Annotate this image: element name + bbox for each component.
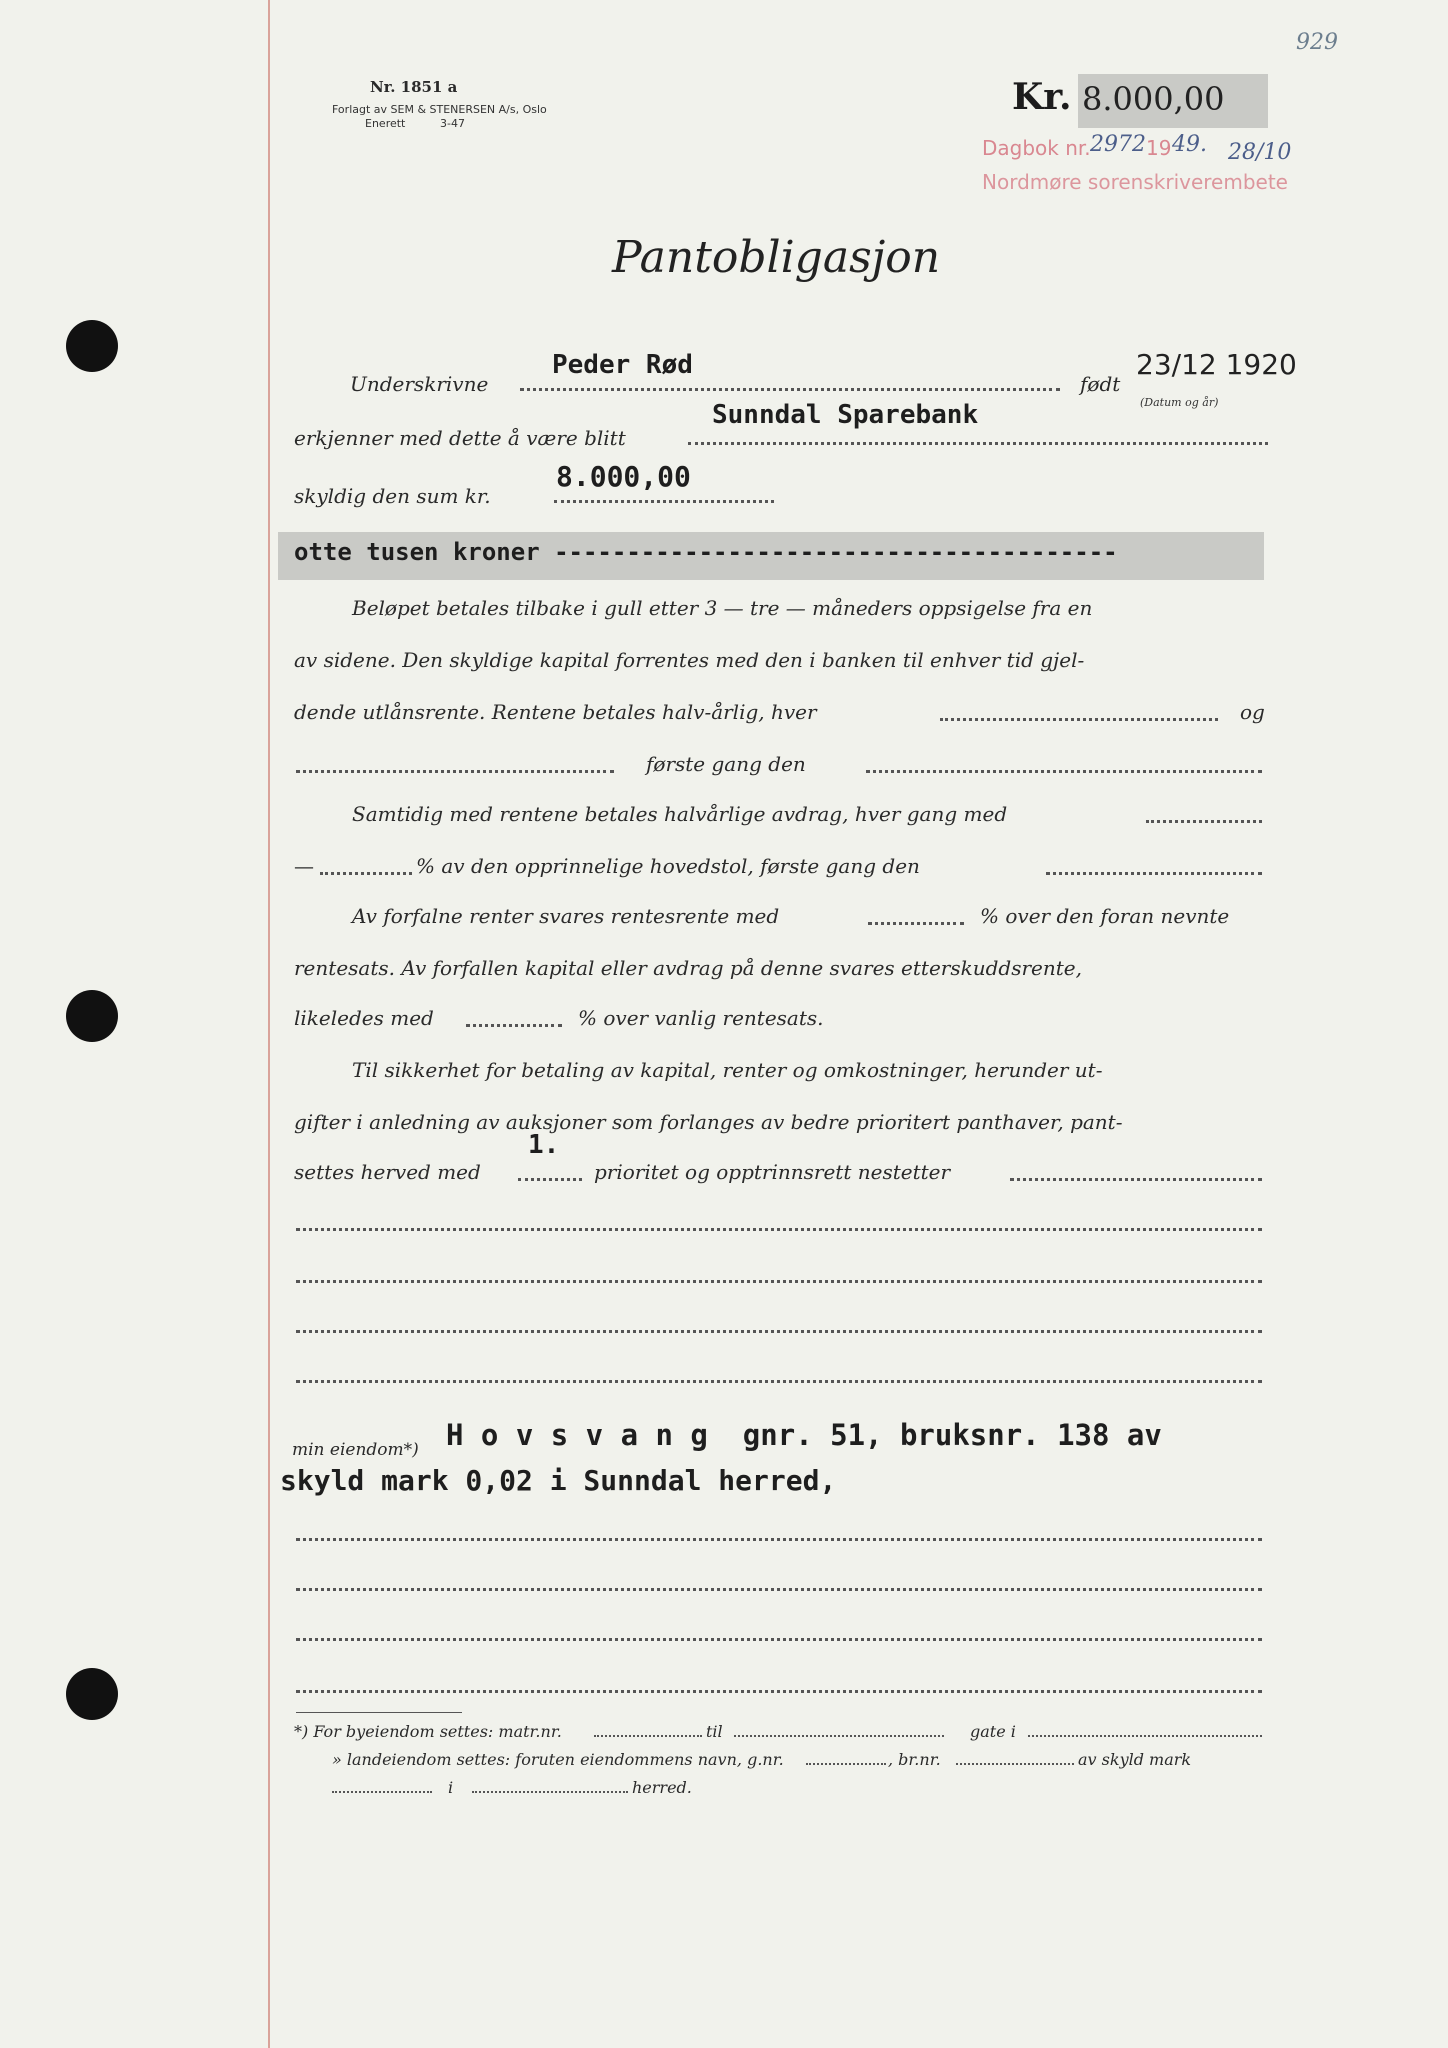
blank-line	[296, 1538, 1262, 1541]
footnote-rule	[296, 1712, 462, 1713]
body-line-7b: % over den foran nevnte	[980, 904, 1230, 928]
body-line-12b: prioritet og opptrinnsrett nestetter	[594, 1160, 951, 1184]
journal-number: 2972	[1090, 132, 1146, 157]
blank-line	[296, 1588, 1262, 1591]
creditor-value: Sunndal Sparebank	[712, 400, 979, 430]
first-installment-dots	[1046, 872, 1262, 875]
blank-line	[296, 1228, 1262, 1231]
born-hint: (Datum og år)	[1140, 396, 1219, 409]
footnote-dots	[1028, 1735, 1262, 1737]
footnote-line-3b: herred.	[632, 1778, 692, 1797]
body-line-8: rentesats. Av forfallen kapital eller avdrag på denne svares etterskuddsrente,	[294, 956, 1082, 980]
body-line-9a: likeledes med	[294, 1006, 434, 1030]
journal-year-prefix: 19	[1146, 136, 1172, 160]
body-line-7a: Av forfalne renter svares rentesrente med	[352, 904, 780, 928]
amount-value: 8.000,00	[1082, 80, 1225, 118]
blank-line	[296, 1280, 1262, 1283]
journal-year: 49.	[1172, 132, 1207, 157]
property-label: min eiendom*)	[292, 1440, 419, 1460]
publisher-enerett: Enerett	[365, 117, 406, 130]
creditor-dots	[688, 442, 1268, 445]
margin-rule	[268, 0, 270, 2048]
installment-dots	[1146, 820, 1262, 823]
body-line-6: % av den opprinnelige hovedstol, første gang den	[416, 854, 920, 878]
footnote-line-2a: » landeiendom settes: foruten eiendommens navn, g.nr.	[332, 1750, 784, 1769]
blank-line	[296, 1690, 1262, 1693]
compound-rate-dots	[868, 922, 964, 925]
punch-hole	[66, 320, 118, 372]
page-number: 929	[1296, 30, 1338, 55]
body-line-10: Til sikkerhet for betaling av kapital, renter og omkostninger, herunder ut-	[352, 1058, 1103, 1082]
punch-hole	[66, 990, 118, 1042]
born-value: 23/12 1920	[1136, 348, 1297, 381]
born-label: født	[1080, 372, 1121, 396]
footnote-line-1c: gate i	[970, 1722, 1016, 1741]
signer-label: Underskrivne	[350, 372, 489, 396]
body-line-9b: % over vanlig rentesats.	[578, 1006, 824, 1030]
sum-in-words: otte tusen kroner ---------------------------------------	[294, 538, 1118, 566]
document-title: Pantobligasjon	[612, 232, 941, 283]
publisher-date: 3-47	[440, 117, 465, 130]
body-line-12a: settes herved med	[294, 1160, 481, 1184]
body-line-5: Samtidig med rentene betales halvårlige avdrag, hver gang med	[352, 802, 1008, 826]
journal-stamp-label: Dagbok nr.	[982, 136, 1091, 160]
form-number: Nr. 1851 a	[370, 78, 458, 96]
signer-dots	[520, 388, 1060, 391]
signer-value: Peder Rød	[552, 350, 693, 380]
property-line-2: skyld mark 0,02 i Sunndal herred,	[280, 1464, 837, 1497]
amount-prefix: Kr.	[1012, 76, 1072, 118]
sum-label: skyldig den sum kr.	[294, 484, 491, 508]
footnote-dots	[734, 1735, 944, 1737]
after-priority-dots	[1010, 1178, 1262, 1181]
percent-dots	[320, 872, 412, 875]
body-line-11: gifter i anledning av auksjoner som forlanges av bedre prioritert panthaver, pant-	[294, 1110, 1123, 1134]
blank-line	[296, 1380, 1262, 1383]
publisher-line: Forlagt av SEM & STENERSEN A/s, Oslo	[332, 103, 547, 116]
penalty-rate-dots	[466, 1024, 562, 1027]
blank-line	[296, 1638, 1262, 1641]
footnote-dots	[594, 1735, 702, 1737]
blank-line	[296, 1330, 1262, 1333]
journal-date: 28/10	[1228, 140, 1292, 165]
body-line-3-end: og	[1240, 700, 1265, 724]
sum-value: 8.000,00	[556, 460, 691, 493]
first-date-dots-left	[296, 770, 614, 773]
body-line-2: av sidene. Den skyldige kapital forrentes med den i banken til enhver tid gjel-	[294, 648, 1085, 672]
footnote-dots	[956, 1763, 1074, 1765]
footnote-line-2c: av skyld mark	[1078, 1750, 1192, 1769]
body-line-3: dende utlånsrente. Rentene betales halv-årlig, hver	[294, 700, 817, 724]
footnote-line-3a: i	[448, 1778, 454, 1797]
body-line-6-dash: —	[294, 854, 314, 878]
first-date-dots-right	[866, 770, 1262, 773]
footnote-line-1a: *) For byeiendom settes: matr.nr.	[294, 1722, 562, 1741]
footnote-dots	[332, 1791, 432, 1793]
interest-dots	[940, 718, 1218, 721]
body-line-4: første gang den	[646, 752, 806, 776]
priority-dots	[518, 1178, 582, 1181]
footnote-line-1b: til	[706, 1722, 723, 1741]
priority-value: 1.	[528, 1130, 560, 1160]
footnote-dots	[806, 1763, 886, 1765]
court-stamp-line: Nordmøre sorenskriverembete	[982, 170, 1288, 194]
punch-hole	[66, 1668, 118, 1720]
creditor-label: erkjenner med dette å være blitt	[294, 426, 626, 450]
footnote-line-2b: , br.nr.	[888, 1750, 941, 1769]
footnote-dots	[472, 1791, 628, 1793]
body-line-1: Beløpet betales tilbake i gull etter 3 — tre — måneders oppsigelse fra en	[352, 596, 1093, 620]
sum-dots	[554, 500, 774, 503]
property-line-1: H o v s v a n g gnr. 51, bruksnr. 138 av	[446, 1418, 1162, 1452]
